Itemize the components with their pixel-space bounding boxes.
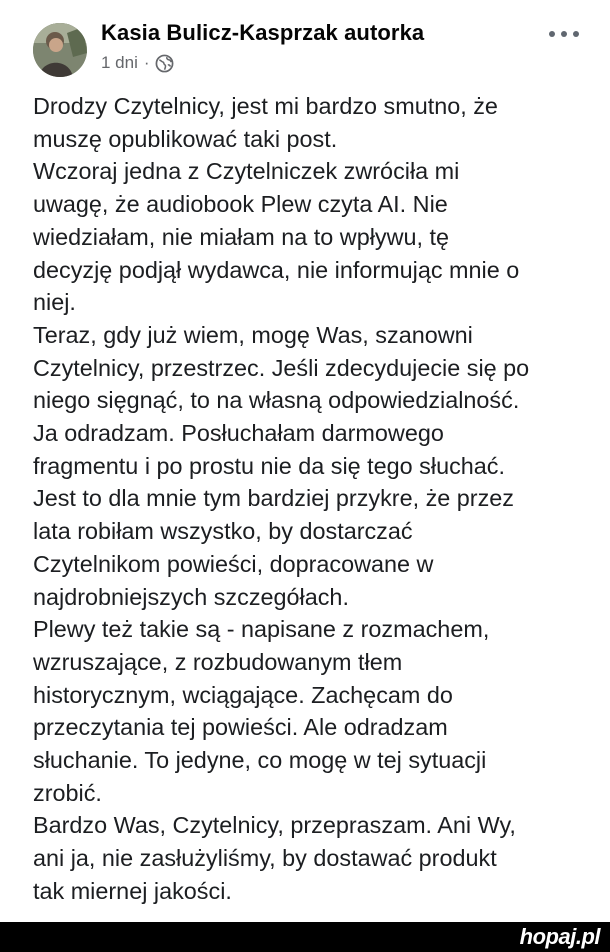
post-line: ani ja, nie zasłużyliśmy, by dostawać produkt xyxy=(33,845,497,872)
post-line: Drodzy Czytelnicy, jest mi bardzo smutno, że xyxy=(33,93,498,119)
avatar[interactable] xyxy=(33,23,87,77)
globe-icon[interactable] xyxy=(155,54,174,73)
post-line: Ja odradzam. Posłuchałam darmowego xyxy=(33,420,444,447)
post-body xyxy=(33,90,598,908)
more-dot xyxy=(549,31,555,37)
watermark-bar xyxy=(0,922,610,952)
post-header xyxy=(0,0,610,90)
post-line: Czytelnikom powieści, dopracowane w xyxy=(33,550,434,577)
post-line: Teraz, gdy już wiem, mogę Was, szanowni xyxy=(33,321,473,348)
post-line: zrobić. xyxy=(33,779,102,806)
post-line: Czytelnicy, przestrzec. Jeśli zdecydujecie się po xyxy=(33,354,530,381)
post-line: Jest to dla mnie tym bardziej przykre, że przez xyxy=(33,485,514,512)
post-line: Wczoraj jedna z Czytelniczek zwróciła mi xyxy=(33,158,460,185)
post-line: niej. xyxy=(33,289,76,316)
post-line: uwagę, że audiobook Plew czyta AI. Nie xyxy=(33,191,448,218)
author-name[interactable]: Kasia Bulicz-Kasprzak autorka xyxy=(101,20,425,45)
meta-separator: · xyxy=(143,53,150,72)
post-meta xyxy=(101,53,174,73)
post-line: historycznym, wciągające. Zachęcam do xyxy=(33,681,453,708)
post-line: fragmentu i po prostu nie da się tego słuchać. xyxy=(33,452,505,479)
watermark-logo: hopaj.pl xyxy=(519,924,600,949)
post-line: wzruszające, z rozbudowanym tłem xyxy=(33,648,403,675)
post-time[interactable]: 1 dni xyxy=(101,53,138,72)
post-line: decyzję podjął wydawca, nie informując mnie o xyxy=(33,256,520,283)
post-line: Plewy też takie są - napisane z rozmachem, xyxy=(33,616,490,643)
post-line: słuchanie. To jedyne, co mogę w tej sytuacji xyxy=(33,747,487,774)
more-dot xyxy=(561,31,567,37)
post-line: najdrobniejszych szczegółach. xyxy=(33,583,349,610)
post-line: niego sięgnąć, to na własną odpowiedzialność. xyxy=(33,387,520,414)
post-line: Bardzo Was, Czytelnicy, przepraszam. Ani Wy, xyxy=(33,812,516,839)
post-line: tak miernej jakości. xyxy=(33,877,232,904)
avatar-photo xyxy=(33,23,87,77)
more-options-icon[interactable] xyxy=(549,28,579,40)
post-line: muszę opublikować taki post. xyxy=(33,125,338,152)
post-line: lata robiłam wszystko, by dostarczać xyxy=(33,518,413,545)
post-line: przeczytania tej powieści. Ale odradzam xyxy=(33,714,448,741)
more-dot xyxy=(573,31,579,37)
post-line: wiedziałam, nie miałam na to wpływu, tę xyxy=(33,223,450,250)
